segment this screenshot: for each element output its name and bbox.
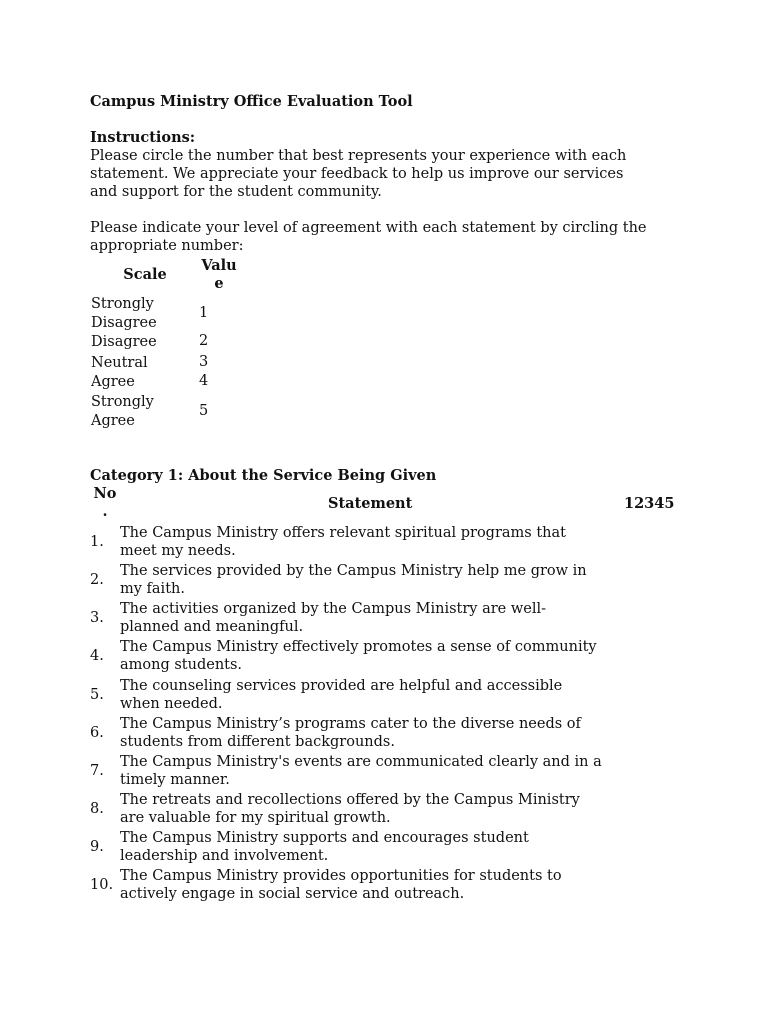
statement-number: 6. — [90, 725, 104, 741]
statement-text — [120, 677, 562, 713]
statement-line: The Campus Ministry supports and encourages student — [120, 830, 529, 846]
statement-line: The Campus Ministry effectively promotes a sense of community — [120, 639, 597, 655]
statement-line: leadership and involvement. — [120, 848, 329, 864]
statement-number: 7. — [90, 763, 104, 779]
scale-label-line: Strongly — [91, 296, 154, 312]
scale-column-header: Scale — [123, 266, 167, 283]
statement-number: 5. — [90, 687, 104, 703]
statement-line: The retreats and recollections offered by the Campus Ministry — [120, 792, 580, 808]
statement-line: my faith. — [120, 581, 185, 597]
instructions-heading: Instructions: — [90, 129, 196, 146]
statement-line: are valuable for my spiritual growth. — [120, 810, 391, 826]
statement-row — [90, 638, 690, 676]
statement-line: The Campus Ministry's events are communicated clearly and in a — [120, 754, 602, 770]
statement-line: students from different backgrounds. — [120, 734, 395, 750]
scale-row-label — [91, 295, 157, 333]
statement-text — [120, 715, 581, 751]
statement-text — [120, 562, 587, 598]
instructions-line: and support for the student community. — [90, 184, 382, 200]
statement-row — [90, 562, 690, 600]
scale-row-value: 4 — [199, 373, 209, 389]
value-header-line: Valu — [201, 257, 237, 274]
statement-text — [120, 791, 580, 827]
scale-row-label: Agree — [91, 374, 135, 390]
statement-line: The Campus Ministry offers relevant spiritual programs that — [120, 525, 566, 541]
statement-text — [120, 638, 597, 674]
no-column-header — [93, 485, 117, 521]
statement-row — [90, 753, 690, 791]
page-title: Campus Ministry Office Evaluation Tool — [90, 93, 413, 110]
statement-row — [90, 867, 690, 905]
agreement-line: appropriate number: — [90, 238, 244, 254]
statement-text — [120, 829, 529, 865]
statement-number: 1. — [90, 534, 104, 550]
statement-number: 9. — [90, 839, 104, 855]
scale-row-label — [91, 393, 154, 431]
statement-line: planned and meaningful. — [120, 619, 304, 635]
statement-row — [90, 791, 690, 829]
statement-line: The Campus Ministry provides opportunities for students to — [120, 868, 562, 884]
instructions-line: Please circle the number that best represents your experience with each — [90, 148, 627, 164]
statement-number: 2. — [90, 572, 104, 588]
value-column-header — [195, 257, 243, 293]
statement-line: The counseling services provided are helpful and accessible — [120, 678, 563, 694]
statement-line: among students. — [120, 657, 243, 673]
scale-label-line: Agree — [91, 413, 135, 429]
scale-row-value: 1 — [199, 305, 209, 321]
rating-column-header: 12345 — [624, 495, 675, 512]
statement-line: meet my needs. — [120, 543, 236, 559]
instructions-line: statement. We appreciate your feedback to help us improve our services — [90, 166, 624, 182]
scale-row-value: 5 — [199, 403, 209, 419]
value-header-line: e — [214, 275, 224, 292]
agreement-paragraph — [90, 219, 647, 255]
statement-text — [120, 524, 566, 560]
statement-column-header: Statement — [328, 495, 413, 512]
statement-line: The Campus Ministry’s programs cater to the diverse needs of — [120, 716, 581, 732]
statement-line: The services provided by the Campus Ministry help me grow in — [120, 563, 587, 579]
statement-row — [90, 677, 690, 715]
statement-row — [90, 829, 690, 867]
no-header-line: . — [102, 503, 108, 520]
statement-row — [90, 600, 690, 638]
statement-text — [120, 867, 562, 903]
statement-line: timely manner. — [120, 772, 230, 788]
statement-number: 8. — [90, 801, 104, 817]
scale-label-line: Strongly — [91, 394, 154, 410]
category-title: Category 1: About the Service Being Given — [90, 467, 437, 484]
statement-line: actively engage in social service and outreach. — [120, 886, 465, 902]
statement-row — [90, 524, 690, 562]
no-header-line: No — [93, 485, 117, 502]
scale-row-label: Disagree — [91, 334, 157, 350]
statement-number: 10. — [90, 877, 114, 893]
scale-row-value: 2 — [199, 333, 209, 349]
statement-number: 4. — [90, 648, 104, 664]
statement-line: when needed. — [120, 696, 223, 712]
scale-label-line: Disagree — [91, 315, 157, 331]
scale-row-value: 3 — [199, 354, 209, 370]
instructions-paragraph — [90, 147, 626, 201]
agreement-line: Please indicate your level of agreement with each statement by circling the — [90, 220, 647, 236]
statement-text — [120, 753, 602, 789]
statement-number: 3. — [90, 610, 104, 626]
statement-line: The activities organized by the Campus Ministry are well- — [120, 601, 547, 617]
statement-text — [120, 600, 546, 636]
scale-row-label: Neutral — [91, 355, 148, 371]
statement-row — [90, 715, 690, 753]
